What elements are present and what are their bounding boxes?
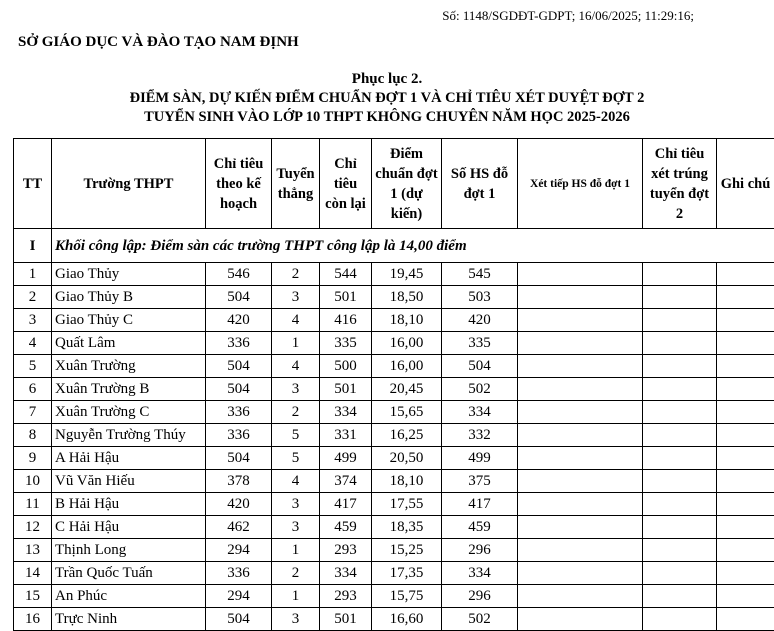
cell-notes (717, 355, 774, 378)
agency-name: SỞ GIÁO DỤC VÀ ĐÀO TẠO NAM ĐỊNH (18, 34, 299, 51)
header-planned-quota: Chỉ tiêu theo kế hoạch (206, 139, 272, 229)
cell-continue (518, 401, 643, 424)
cell-continue (518, 355, 643, 378)
cell-cutoff: 15,75 (372, 585, 442, 608)
cell-tt: 1 (14, 263, 52, 286)
document-reference: Số: 1148/SGDĐT-GDPT; 16/06/2025; 11:29:16; (442, 8, 694, 24)
table-row (14, 562, 774, 585)
main-title-line2: TUYỂN SINH VÀO LỚP 10 THPT KHÔNG CHUYÊN NĂM HỌC 2025-2026 (0, 108, 774, 127)
cell-direct-admission: 2 (272, 263, 320, 286)
table-row (14, 424, 774, 447)
cell-school: Giao Thủy (52, 263, 206, 286)
cell-direct-admission: 3 (272, 516, 320, 539)
cell-cutoff: 16,00 (372, 355, 442, 378)
cell-continue (518, 332, 643, 355)
cell-admitted: 545 (442, 263, 518, 286)
cell-school: Thịnh Long (52, 539, 206, 562)
cell-tt: 9 (14, 447, 52, 470)
cell-direct-admission: 4 (272, 309, 320, 332)
cell-planned-quota: 504 (206, 378, 272, 401)
header-continue: Xét tiếp HS đỗ đợt 1 (518, 139, 643, 229)
cell-cutoff: 18,10 (372, 309, 442, 332)
cell-round2-quota (643, 286, 717, 309)
cell-remaining-quota: 417 (320, 493, 372, 516)
table-row (14, 263, 774, 286)
cell-school: Trực Ninh (52, 608, 206, 631)
cell-round2-quota (643, 378, 717, 401)
cell-school: A Hải Hậu (52, 447, 206, 470)
cell-round2-quota (643, 470, 717, 493)
cell-continue (518, 309, 643, 332)
cell-school: Xuân Trường B (52, 378, 206, 401)
cell-cutoff: 18,35 (372, 516, 442, 539)
cell-round2-quota (643, 585, 717, 608)
header-admitted: Số HS đỗ đợt 1 (442, 139, 518, 229)
cell-notes (717, 332, 774, 355)
section-text: Khối công lập: Điểm sàn các trường THPT công lập là 14,00 điểm (52, 229, 774, 263)
cell-planned-quota: 420 (206, 493, 272, 516)
cell-remaining-quota: 501 (320, 378, 372, 401)
cell-cutoff: 16,25 (372, 424, 442, 447)
cell-direct-admission: 1 (272, 539, 320, 562)
cell-planned-quota: 336 (206, 401, 272, 424)
cell-continue (518, 585, 643, 608)
cell-cutoff: 15,65 (372, 401, 442, 424)
cell-planned-quota: 462 (206, 516, 272, 539)
cell-planned-quota: 420 (206, 309, 272, 332)
cell-tt: 16 (14, 608, 52, 631)
header-notes: Ghi chú (717, 139, 774, 229)
cell-continue (518, 608, 643, 631)
cell-cutoff: 16,60 (372, 608, 442, 631)
cell-notes (717, 424, 774, 447)
header-cutoff: Điểm chuẩn đợt 1 (dự kiến) (372, 139, 442, 229)
cell-planned-quota: 378 (206, 470, 272, 493)
cell-admitted: 459 (442, 516, 518, 539)
cell-direct-admission: 3 (272, 286, 320, 309)
cell-admitted: 499 (442, 447, 518, 470)
header-tt: TT (14, 139, 52, 229)
cell-cutoff: 16,00 (372, 332, 442, 355)
cell-school: C Hải Hậu (52, 516, 206, 539)
cell-continue (518, 447, 643, 470)
cell-continue (518, 562, 643, 585)
cell-admitted: 334 (442, 562, 518, 585)
table-row (14, 447, 774, 470)
cell-remaining-quota: 334 (320, 562, 372, 585)
cell-round2-quota (643, 401, 717, 424)
table-row (14, 493, 774, 516)
cell-cutoff: 20,45 (372, 378, 442, 401)
cell-direct-admission: 4 (272, 470, 320, 493)
cell-round2-quota (643, 493, 717, 516)
cell-notes (717, 447, 774, 470)
cell-notes (717, 585, 774, 608)
cell-admitted: 502 (442, 608, 518, 631)
cell-direct-admission: 1 (272, 585, 320, 608)
cell-planned-quota: 336 (206, 562, 272, 585)
cell-cutoff: 20,50 (372, 447, 442, 470)
cell-notes (717, 401, 774, 424)
cell-cutoff: 15,25 (372, 539, 442, 562)
cell-notes (717, 309, 774, 332)
cell-round2-quota (643, 424, 717, 447)
cell-tt: 4 (14, 332, 52, 355)
table-row (14, 608, 774, 631)
cell-remaining-quota: 544 (320, 263, 372, 286)
cell-remaining-quota: 499 (320, 447, 372, 470)
table-row (14, 585, 774, 608)
cell-continue (518, 470, 643, 493)
document-titles (0, 70, 774, 127)
cell-round2-quota (643, 263, 717, 286)
table-row (14, 286, 774, 309)
cell-continue (518, 493, 643, 516)
appendix-title: Phục lục 2. (0, 70, 774, 89)
cell-admitted: 504 (442, 355, 518, 378)
cell-notes (717, 286, 774, 309)
cell-school: Xuân Trường (52, 355, 206, 378)
cell-cutoff: 18,50 (372, 286, 442, 309)
table-row (14, 470, 774, 493)
cell-continue (518, 516, 643, 539)
cell-round2-quota (643, 608, 717, 631)
table-row (14, 355, 774, 378)
cell-tt: 10 (14, 470, 52, 493)
cell-admitted: 296 (442, 585, 518, 608)
cell-school: Nguyễn Trường Thúy (52, 424, 206, 447)
cell-remaining-quota: 331 (320, 424, 372, 447)
table-row (14, 516, 774, 539)
cell-remaining-quota: 501 (320, 286, 372, 309)
header-direct-admission: Tuyển thẳng (272, 139, 320, 229)
cell-school: Giao Thủy C (52, 309, 206, 332)
cell-planned-quota: 504 (206, 355, 272, 378)
table-row (14, 332, 774, 355)
cell-remaining-quota: 416 (320, 309, 372, 332)
cell-direct-admission: 3 (272, 378, 320, 401)
cell-remaining-quota: 293 (320, 539, 372, 562)
cell-remaining-quota: 335 (320, 332, 372, 355)
cell-direct-admission: 2 (272, 562, 320, 585)
cell-planned-quota: 504 (206, 447, 272, 470)
cell-school: Trần Quốc Tuấn (52, 562, 206, 585)
cell-continue (518, 286, 643, 309)
cell-admitted: 503 (442, 286, 518, 309)
cell-direct-admission: 1 (272, 332, 320, 355)
cell-admitted: 502 (442, 378, 518, 401)
cell-tt: 13 (14, 539, 52, 562)
cell-school: Quất Lâm (52, 332, 206, 355)
cell-round2-quota (643, 355, 717, 378)
cell-tt: 6 (14, 378, 52, 401)
table-row (14, 378, 774, 401)
section-index: I (14, 229, 52, 263)
cell-round2-quota (643, 332, 717, 355)
cell-round2-quota (643, 539, 717, 562)
cell-direct-admission: 3 (272, 493, 320, 516)
cell-tt: 8 (14, 424, 52, 447)
cell-direct-admission: 4 (272, 355, 320, 378)
cell-notes (717, 562, 774, 585)
cell-cutoff: 19,45 (372, 263, 442, 286)
cell-continue (518, 424, 643, 447)
cell-planned-quota: 546 (206, 263, 272, 286)
cell-school: Xuân Trường C (52, 401, 206, 424)
table-header-row (14, 139, 774, 229)
cell-planned-quota: 336 (206, 332, 272, 355)
cell-notes (717, 263, 774, 286)
cell-admitted: 335 (442, 332, 518, 355)
cell-remaining-quota: 500 (320, 355, 372, 378)
cell-cutoff: 18,10 (372, 470, 442, 493)
cell-planned-quota: 336 (206, 424, 272, 447)
cell-school: An Phúc (52, 585, 206, 608)
cell-remaining-quota: 293 (320, 585, 372, 608)
cell-remaining-quota: 334 (320, 401, 372, 424)
table-row (14, 401, 774, 424)
cell-admitted: 332 (442, 424, 518, 447)
cell-continue (518, 378, 643, 401)
cell-remaining-quota: 501 (320, 608, 372, 631)
cell-tt: 11 (14, 493, 52, 516)
cell-direct-admission: 2 (272, 401, 320, 424)
cell-cutoff: 17,35 (372, 562, 442, 585)
cell-tt: 2 (14, 286, 52, 309)
cell-planned-quota: 504 (206, 286, 272, 309)
cell-notes (717, 493, 774, 516)
cell-planned-quota: 294 (206, 585, 272, 608)
header-remaining-quota: Chỉ tiêu còn lại (320, 139, 372, 229)
cell-notes (717, 608, 774, 631)
cell-continue (518, 539, 643, 562)
cell-tt: 3 (14, 309, 52, 332)
table-row (14, 539, 774, 562)
cell-remaining-quota: 459 (320, 516, 372, 539)
cell-tt: 15 (14, 585, 52, 608)
cell-direct-admission: 5 (272, 447, 320, 470)
cell-notes (717, 378, 774, 401)
cell-admitted: 296 (442, 539, 518, 562)
cell-tt: 12 (14, 516, 52, 539)
cell-tt: 5 (14, 355, 52, 378)
header-school: Trường THPT (52, 139, 206, 229)
cell-round2-quota (643, 309, 717, 332)
cell-continue (518, 263, 643, 286)
cell-tt: 7 (14, 401, 52, 424)
cell-admitted: 420 (442, 309, 518, 332)
cell-admitted: 375 (442, 470, 518, 493)
section-row (14, 229, 774, 263)
cell-tt: 14 (14, 562, 52, 585)
cell-notes (717, 516, 774, 539)
cell-school: Vũ Văn Hiếu (52, 470, 206, 493)
cell-school: Giao Thủy B (52, 286, 206, 309)
cell-cutoff: 17,55 (372, 493, 442, 516)
cell-notes (717, 539, 774, 562)
admission-table (13, 138, 774, 631)
table-row (14, 309, 774, 332)
cell-round2-quota (643, 516, 717, 539)
cell-admitted: 417 (442, 493, 518, 516)
main-title-line1: ĐIỂM SÀN, DỰ KIẾN ĐIỂM CHUẨN ĐỢT 1 VÀ CHỈ TIÊU XÉT DUYỆT ĐỢT 2 (0, 89, 774, 108)
cell-planned-quota: 504 (206, 608, 272, 631)
cell-round2-quota (643, 447, 717, 470)
header-round2-quota: Chỉ tiêu xét trúng tuyển đợt 2 (643, 139, 717, 229)
cell-school: B Hải Hậu (52, 493, 206, 516)
cell-direct-admission: 3 (272, 608, 320, 631)
cell-planned-quota: 294 (206, 539, 272, 562)
cell-admitted: 334 (442, 401, 518, 424)
cell-remaining-quota: 374 (320, 470, 372, 493)
cell-direct-admission: 5 (272, 424, 320, 447)
cell-round2-quota (643, 562, 717, 585)
cell-notes (717, 470, 774, 493)
